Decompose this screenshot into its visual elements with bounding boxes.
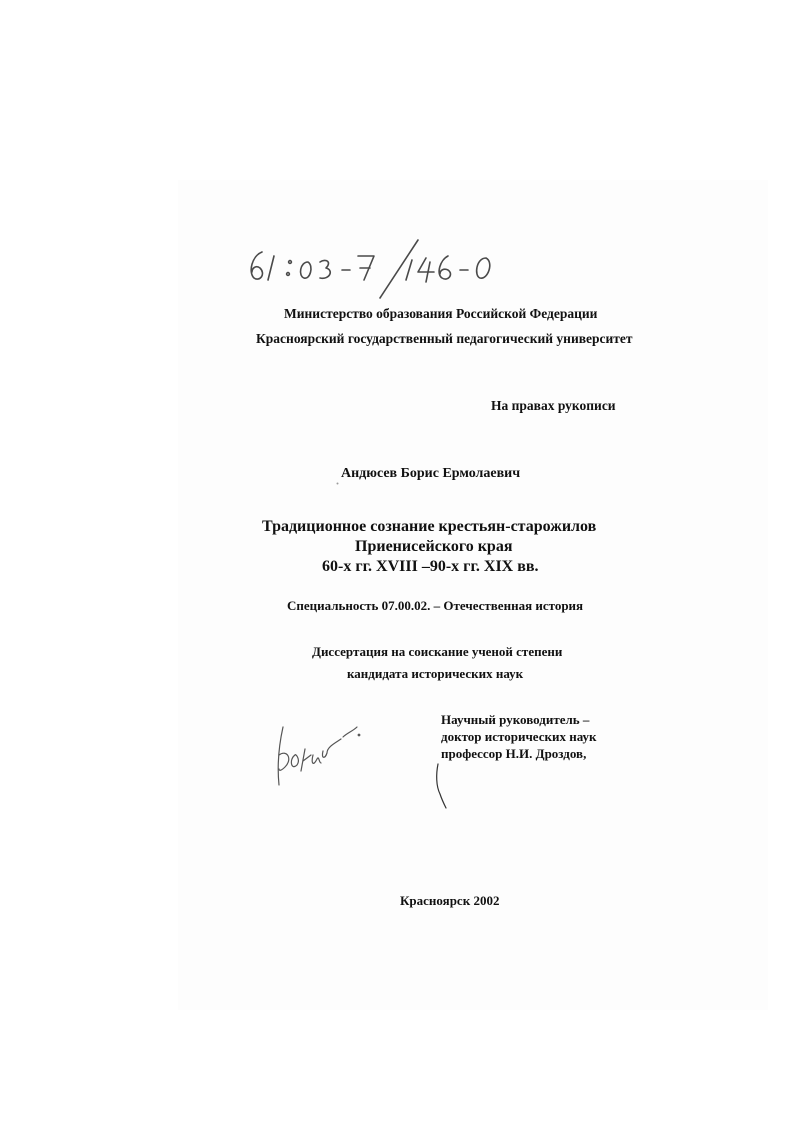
dissertation-title-line-2: Приенисейского края <box>355 538 513 555</box>
supervisor-line-2: доктор исторических наук <box>441 729 597 744</box>
author-name: Андюсев Борис Ермолаевич <box>341 466 521 481</box>
rights-note: На правах рукописи <box>491 398 616 413</box>
degree-line-1: Диссертация на соискание ученой степени <box>312 644 563 659</box>
speck-mark <box>336 482 339 485</box>
university-name: Красноярский государственный педагогический университет <box>256 331 633 346</box>
dissertation-title-line-3: 60-х гг. XVIII –90-х гг. XIX вв. <box>322 558 539 575</box>
handwritten-archive-number <box>240 232 510 302</box>
supervisor-line-1: Научный руководитель – <box>441 712 590 727</box>
supervisor-line-3: профессор Н.И. Дроздов, <box>441 746 587 761</box>
handwritten-signature <box>265 715 365 795</box>
specialty-line: Специальность 07.00.02. – Отечественная история <box>287 598 584 613</box>
ministry-name: Министерство образования Российской Федерации <box>284 306 598 321</box>
degree-line-2: кандидата исторических наук <box>347 666 524 681</box>
city-year: Красноярск 2002 <box>400 893 500 908</box>
scan-area <box>178 180 768 1010</box>
dissertation-title-line-1: Традиционное сознание крестьян-старожилов <box>262 518 597 535</box>
pen-stroke-mark <box>430 760 450 810</box>
